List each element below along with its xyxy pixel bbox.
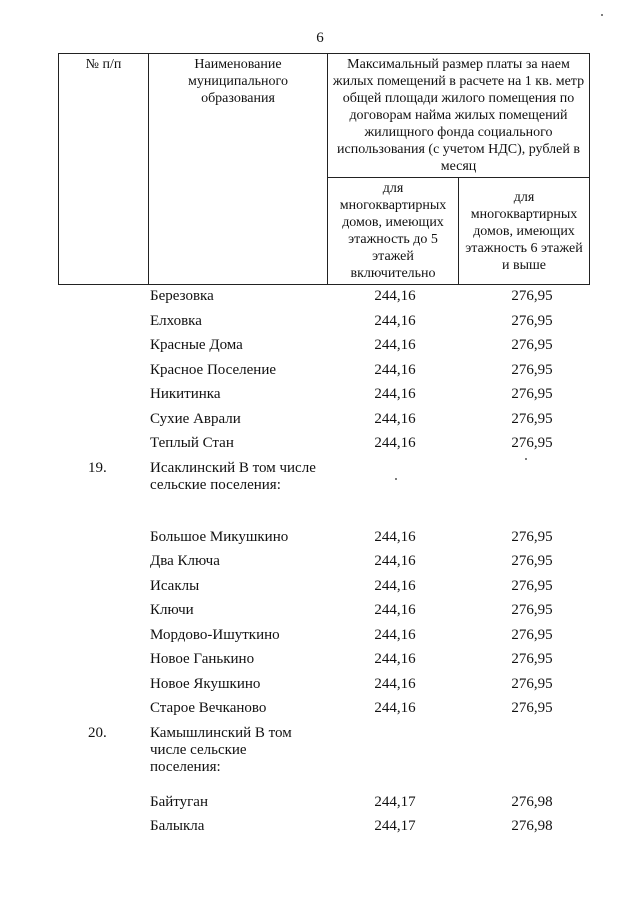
fee-up-to-5-floors: 244,16 xyxy=(374,337,416,353)
fee-up-to-5-floors: 244,16 xyxy=(374,435,416,451)
fee-up-to-5-floors: 244,17 xyxy=(374,793,416,810)
row-group-2 xyxy=(0,525,640,721)
scan-speck xyxy=(525,458,527,460)
table-row xyxy=(0,574,640,599)
settlement-name: Теплый Стан xyxy=(150,435,234,451)
district-row-20 xyxy=(0,721,640,790)
settlement-name: Старое Вечканово xyxy=(150,700,267,716)
fee-up-to-5-floors: 244,16 xyxy=(374,577,416,594)
table-row xyxy=(0,623,640,648)
table-row xyxy=(0,382,640,407)
settlement-name: Новое Якушкино xyxy=(150,675,261,692)
fee-6-floors-and-above: 276,95 xyxy=(511,553,553,569)
table-row xyxy=(0,333,640,358)
fee-6-floors-and-above: 276,95 xyxy=(511,312,553,329)
table-row xyxy=(0,647,640,672)
fee-6-floors-and-above: 276,95 xyxy=(511,626,553,643)
table-row xyxy=(0,790,640,815)
settlement-name: Ключи xyxy=(150,602,194,618)
district-number: 19. xyxy=(88,459,107,476)
settlement-name: Большое Микушкино xyxy=(150,528,289,545)
col-header-max-fee: Максимальный размер платы за наем жилых помещений в расчете на 1 кв. метр общей площади жилого помещения по договорам найма жилых помещений жилищного фонда социального использования (с учетом НДС), рублей в месяц xyxy=(328,54,590,178)
settlement-name: Сухие Аврали xyxy=(150,410,241,427)
fee-6-floors-and-above: 276,95 xyxy=(511,651,553,667)
table-row xyxy=(0,407,640,432)
scan-speck xyxy=(601,14,603,16)
fee-up-to-5-floors: 244,16 xyxy=(374,386,416,402)
table-row xyxy=(0,525,640,550)
fee-up-to-5-floors: 244,16 xyxy=(374,700,416,716)
fee-6-floors-and-above: 276,98 xyxy=(511,793,553,810)
fee-up-to-5-floors: 244,16 xyxy=(374,675,416,692)
row-group-1 xyxy=(0,284,640,456)
fee-up-to-5-floors: 244,16 xyxy=(374,651,416,667)
fee-up-to-5-floors: 244,16 xyxy=(374,602,416,618)
settlement-name: Новое Ганькино xyxy=(150,651,255,667)
table-row xyxy=(0,284,640,309)
fee-up-to-5-floors: 244,16 xyxy=(374,528,416,545)
fee-up-to-5-floors: 244,16 xyxy=(374,288,416,304)
fee-6-floors-and-above: 276,95 xyxy=(511,528,553,545)
district-row-19 xyxy=(0,456,640,525)
page-number: 6 xyxy=(316,30,324,46)
fee-6-floors-and-above: 276,95 xyxy=(511,700,553,716)
col-header-up-to-5-floors: для многоквартирных домов, имеющих этажность до 5 этажей включительно xyxy=(328,178,459,285)
district-name: Камышлинский В том числе сельские поселения: xyxy=(150,724,292,775)
table-row xyxy=(0,696,640,721)
fee-up-to-5-floors: 244,16 xyxy=(374,626,416,643)
fee-6-floors-and-above: 276,95 xyxy=(511,577,553,594)
settlement-name: Никитинка xyxy=(150,386,221,402)
district-name: Исаклинский В том числе сельские поселения: xyxy=(150,459,316,493)
col-header-6-floors-and-above: для многоквартирных домов, имеющих этажность 6 этажей и выше xyxy=(459,178,590,285)
settlement-name: Два Ключа xyxy=(150,553,220,569)
fee-up-to-5-floors: 244,16 xyxy=(374,312,416,329)
fee-6-floors-and-above: 276,95 xyxy=(511,361,553,378)
table-row xyxy=(0,358,640,383)
settlement-name: Красные Дома xyxy=(150,337,243,353)
fee-6-floors-and-above: 276,95 xyxy=(511,288,553,304)
fee-up-to-5-floors: 244,16 xyxy=(374,361,416,378)
fee-6-floors-and-above: 276,95 xyxy=(511,337,553,353)
settlement-name: Березовка xyxy=(150,288,214,304)
table-row xyxy=(0,814,640,839)
fee-6-floors-and-above: 276,95 xyxy=(511,602,553,618)
fee-6-floors-and-above: 276,95 xyxy=(511,435,553,451)
col-header-number: № п/п xyxy=(59,54,149,285)
settlement-name: Балыкла xyxy=(150,818,205,834)
district-number: 20. xyxy=(88,724,107,741)
settlement-name: Байтуган xyxy=(150,793,208,810)
fee-6-floors-and-above: 276,95 xyxy=(511,410,553,427)
fee-up-to-5-floors: 244,17 xyxy=(374,818,416,834)
fee-6-floors-and-above: 276,98 xyxy=(511,818,553,834)
settlement-name: Елховка xyxy=(150,312,202,329)
fee-6-floors-and-above: 276,95 xyxy=(511,386,553,402)
table-row xyxy=(0,598,640,623)
fee-6-floors-and-above: 276,95 xyxy=(511,675,553,692)
settlement-name: Исаклы xyxy=(150,577,200,594)
row-group-3 xyxy=(0,790,640,839)
col-header-name: Наименование муниципального образования xyxy=(149,54,328,285)
scan-speck xyxy=(395,478,397,480)
table-row xyxy=(0,549,640,574)
table-body xyxy=(0,284,640,839)
fee-up-to-5-floors: 244,16 xyxy=(374,553,416,569)
table-row xyxy=(0,309,640,334)
table-header xyxy=(58,53,590,285)
table-row xyxy=(0,431,640,456)
fee-up-to-5-floors: 244,16 xyxy=(374,410,416,427)
table-row xyxy=(0,672,640,697)
settlement-name: Красное Поселение xyxy=(150,361,276,378)
settlement-name: Мордово-Ишуткино xyxy=(150,626,280,643)
